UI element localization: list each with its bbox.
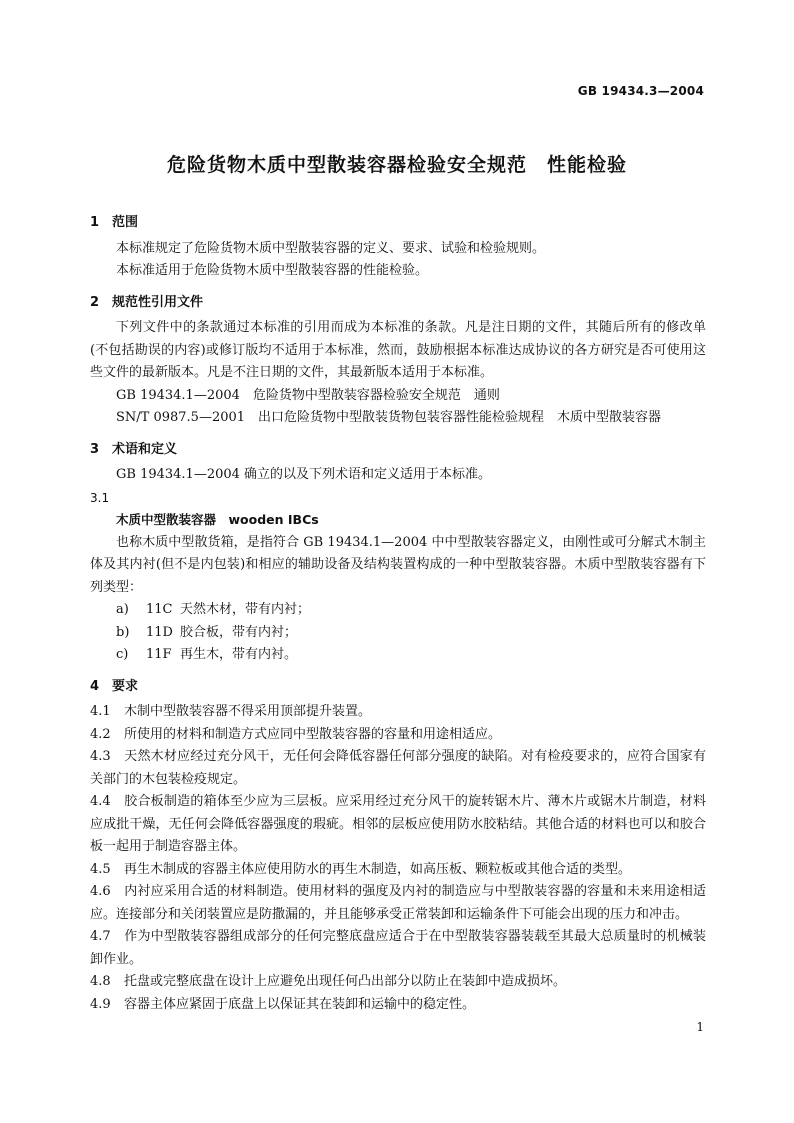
clause-text: 作为中型散装容器组成部分的任何完整底盘应适合于在中型散装容器装载至其最大总质量时的机械装卸作业。: [90, 929, 706, 967]
clause: [90, 701, 706, 724]
type-code: 11F: [146, 647, 172, 662]
term-number: 3.1: [90, 490, 110, 505]
paragraph: 本标准规定了危险货物木质中型散装容器的定义、要求、试验和检验规则。: [116, 240, 546, 256]
clause-text: 胶合板制造的箱体至少应为三层板。应采用经过充分风干的旋转锯木片、薄木片或锯木片制造，材料应成批干燥，无任何会降低容器强度的瑕疵。相邻的层板应使用防水胶粘结。其他合适的材料也可以和胶合板一起用于制造容器主体。: [90, 794, 706, 854]
paragraph: 本标准适用于危险货物木质中型散装容器的性能检验。: [116, 263, 429, 278]
list-item: [90, 599, 706, 622]
list-marker: b): [116, 624, 130, 640]
type-text: 胶合板，带有内衬；: [180, 624, 298, 640]
term-definition: 也称木质中型散货箱，是指符合 GB 19434.1—2004 中中型散装容器定义，由刚性或可分解式木制主体及其内衬(但不是内包装)和相应的辅助设备及结构装置构成的一种中型散装容器。木质中型散装容器有下列类型：: [90, 534, 706, 595]
document-title: 危险货物木质中型散装容器检验安全规范 性能检验: [166, 154, 627, 176]
list-item: [90, 622, 706, 645]
clause-text: 再生木制成的容器主体应使用防水的再生木制造，如高压板、颗粒板或其他合适的类型。: [124, 861, 632, 877]
list-marker: a): [116, 602, 129, 617]
clause-text: 容器主体应紧固于底盘上以保证其在装卸和运输中的稳定性。: [124, 996, 476, 1012]
section-number: 1: [90, 215, 100, 230]
standard-code: GB 19434.3—2004: [577, 84, 704, 98]
list-marker: c): [116, 647, 129, 662]
clause-number: 4.7: [90, 929, 111, 944]
type-code: 11D: [146, 624, 173, 640]
clause: [90, 724, 706, 747]
clause-number: 4.1: [90, 704, 111, 719]
reference-item: GB 19434.1—2004 危险货物中型散装容器检验安全规范 通则: [116, 387, 500, 403]
section-title: 要求: [112, 678, 139, 694]
page-number: 1: [696, 1020, 704, 1034]
document-body: [90, 212, 706, 1016]
clause-number: 4.5: [90, 861, 111, 877]
clause-text: 托盘或完整底盘在设计上应避免出现任何凸出部分以防止在装卸中造成损坏。: [124, 974, 567, 989]
section-number: 2: [90, 294, 100, 310]
clause-text: 天然木材应经过充分风干，无任何会降低容器任何部分强度的缺陷。对有检疫要求的，应符合国家有关部门的木包装检疫规定。: [90, 749, 706, 787]
clause-number: 4.2: [90, 726, 111, 742]
clause-text: 所使用的材料和制造方式应同中型散装容器的容量和用途相适应。: [124, 726, 502, 742]
section-title: 范围: [112, 215, 139, 230]
reference-item: SN/T 0987.5—2001 出口危险货物中型散装货物包装容器性能检验规程 木质中型散装容器: [116, 410, 662, 425]
clause: [90, 859, 706, 882]
type-text: 天然木材，带有内衬；: [180, 602, 311, 617]
clause: [90, 746, 706, 791]
clause-number: 4.6: [90, 884, 111, 899]
clause: [90, 926, 706, 971]
section-number: 4: [90, 678, 100, 694]
clause: [90, 881, 706, 926]
section-heading-terms: [90, 439, 706, 462]
clause: [90, 971, 706, 994]
clause-text: 内衬应采用合适的材料制造。使用材料的强度及内衬的制造应与中型散装容器的容量和未来用途相适应。连接部分和关闭装置应是防撒漏的，并且能够承受正常装卸和运输条件下可能会出现的压力和冲击。: [90, 884, 706, 922]
section-heading-requirements: [90, 676, 706, 699]
type-text: 再生木，带有内衬。: [180, 647, 298, 662]
section-title: 术语和定义: [112, 441, 178, 457]
section-heading-scope: [90, 212, 706, 235]
list-item: [90, 644, 706, 667]
section-title: 规范性引用文件: [112, 294, 204, 310]
type-code: 11C: [146, 602, 173, 617]
clause-number: 4.4: [90, 794, 111, 809]
clause-number: 4.8: [90, 974, 111, 989]
paragraph: GB 19434.1—2004 确立的以及下列术语和定义适用于本标准。: [116, 467, 492, 482]
clause-number: 4.9: [90, 996, 111, 1012]
clause: [90, 994, 706, 1017]
term-name: 木质中型散装容器 wooden IBCs: [116, 512, 319, 527]
section-heading-references: [90, 292, 706, 315]
section-number: 3: [90, 441, 100, 457]
clause-number: 4.3: [90, 749, 111, 764]
paragraph: 下列文件中的条款通过本标准的引用而成为本标准的条款。凡是注日期的文件，其随后所有的修改单(不包括勘误的内容)或修订版均不适用于本标准，然而，鼓励根据本标准达成协议的各方研究是否可使用这些文件的最新版本。凡是不注日期的文件，其最新版本适用于本标准。: [90, 320, 706, 380]
clause-text: 木制中型散装容器不得采用顶部提升装置。: [124, 704, 372, 719]
clause: [90, 791, 706, 859]
